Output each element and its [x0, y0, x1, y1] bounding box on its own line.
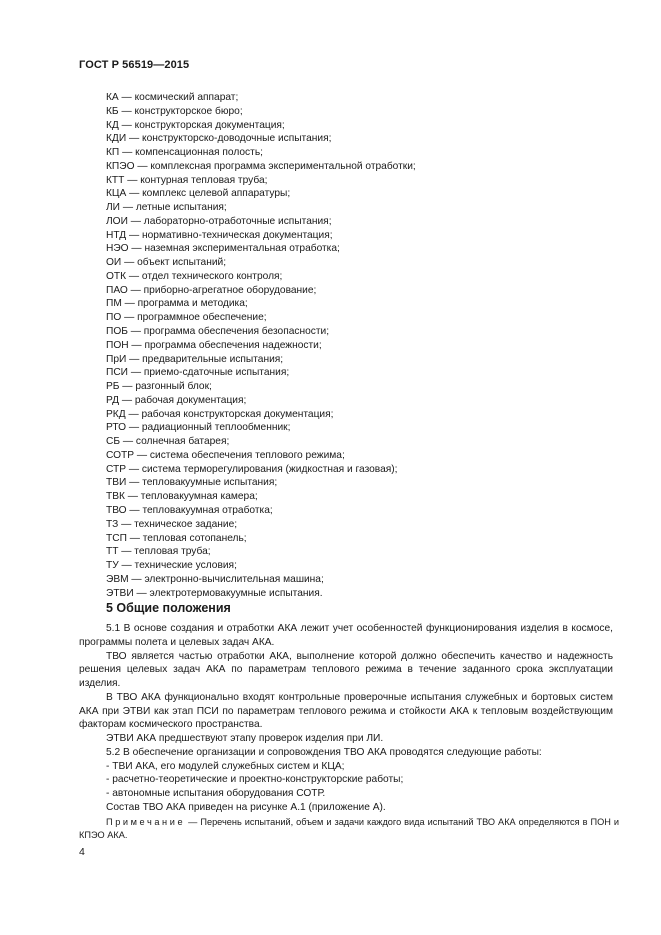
abbreviation-item: ПАО — приборно-агрегатное оборудование;: [106, 284, 317, 296]
abbreviation-item: ЭВМ — электронно-вычислительная машина;: [106, 573, 324, 585]
abbreviation-item: ЭТВИ — электротермовакуумные испытания.: [106, 587, 323, 599]
abbreviation-item: КДИ — конструкторско-доводочные испытания;: [106, 133, 332, 145]
page-number: 4: [79, 846, 85, 858]
abbreviation-item: ЛОИ — лабораторно-отработочные испытания;: [106, 215, 332, 227]
abbreviation-item: КТТ — контурная тепловая труба;: [106, 174, 268, 186]
abbreviation-item: КД — конструкторская документация;: [106, 119, 285, 131]
paragraph: Состав ТВО АКА приведен на рисунке А.1 (приложение А).: [106, 801, 386, 813]
abbreviation-item: ТСП — тепловая сотопанель;: [106, 532, 247, 544]
abbreviation-item: СБ — солнечная батарея;: [106, 436, 230, 448]
abbreviation-item: СОТР — система обеспечения теплового режима;: [106, 449, 345, 461]
paragraph: ЭТВИ АКА предшествуют этапу проверок изделия при ЛИ.: [106, 733, 384, 744]
abbreviation-item: ТВО — тепловакуумная отработка;: [106, 504, 273, 516]
abbreviation-item: НТД — нормативно-техническая документация;: [106, 229, 333, 241]
document-header: ГОСТ Р 56519—2015: [79, 59, 190, 71]
list-item: - расчетно-теоретические и проектно-конструкторские работы;: [106, 774, 404, 786]
abbreviation-item: КА — космический аппарат;: [106, 92, 239, 103]
abbreviation-item: ЛИ — летные испытания;: [106, 202, 227, 214]
abbreviation-item: РТО — радиационный теплообменник;: [106, 422, 291, 434]
abbreviation-item: ПСИ — приемо-сдаточные испытания;: [106, 367, 290, 379]
note-block: [79, 816, 619, 842]
abbreviation-item: КЦА — комплекс целевой аппаратуры;: [106, 188, 291, 200]
abbreviation-item: ТВИ — тепловакуумные испытания;: [106, 477, 278, 489]
abbreviation-item: ТУ — технические условия;: [106, 560, 237, 572]
abbreviation-item: ПО — программное обеспечение;: [106, 312, 267, 324]
abbreviation-item: ПМ — программа и методика;: [106, 298, 248, 310]
paragraph: ТВО является частью отработки АКА, выполнение которой должно обеспечить качество и надежность решения целевых задач АКА по параметрам теплового режима в течение заданного срока эксплуатации изделия.: [79, 650, 613, 689]
note-label: Примечание: [106, 817, 186, 827]
abbreviation-item: РКД — рабочая конструкторская документация;: [106, 408, 334, 420]
abbreviation-item: НЭО — наземная экспериментальная отработка;: [106, 243, 340, 255]
abbreviation-item: КП — компенсационная полость;: [106, 147, 263, 159]
abbreviation-item: ОИ — объект испытаний;: [106, 257, 227, 269]
abbreviation-item: РД — рабочая документация;: [106, 394, 247, 406]
section-title: 5 Общие положения: [106, 601, 231, 615]
abbreviation-item: ПОН — программа обеспечения надежности;: [106, 339, 322, 351]
abbreviation-item: ПОБ — программа обеспечения безопасности;: [106, 326, 330, 338]
abbreviation-item: ТВК — тепловакуумная камера;: [106, 491, 258, 503]
abbreviation-item: СТР — система терморегулирования (жидкостная и газовая);: [106, 463, 398, 475]
list-item: - ТВИ АКА, его модулей служебных систем и КЦА;: [106, 760, 345, 772]
list-item: - автономные испытания оборудования СОТР.: [106, 788, 326, 799]
abbreviation-item: ТТ — тепловая труба;: [106, 546, 211, 558]
section-body: [79, 622, 613, 815]
abbreviation-item: РБ — разгонный блок;: [106, 381, 212, 393]
abbreviation-item: ТЗ — техническое задание;: [106, 518, 238, 530]
abbreviation-list: [106, 91, 416, 600]
paragraph: В ТВО АКА функционально входят контрольные проверочные испытания служебных и бортовых систем АКА при ЭТВИ как этап ПСИ по параметрам теплового режима и стойкости АКА к тепловым воздействующим факторам космического пространства.: [79, 691, 613, 731]
paragraph: 5.1 В основе создания и отработки АКА лежит учет особенностей функционирования изделия в космосе, программы полета и целевых задач АКА.: [79, 623, 613, 648]
note-paragraph: [79, 816, 619, 842]
abbreviation-item: КПЭО — комплексная программа экспериментальной отработки;: [106, 160, 416, 172]
paragraph: 5.2 В обеспечение организации и сопровождения ТВО АКА проводятся следующие работы:: [106, 746, 542, 758]
abbreviation-item: ОТК — отдел технического контроля;: [106, 270, 283, 282]
abbreviation-item: ПрИ — предварительные испытания;: [106, 353, 284, 365]
abbreviation-item: КБ — конструкторское бюро;: [106, 105, 243, 117]
note-text: — Перечень испытаний, объем и задачи каждого вида испытаний ТВО АКА определяются в ПОН и КПЭО АКА.: [79, 817, 619, 840]
